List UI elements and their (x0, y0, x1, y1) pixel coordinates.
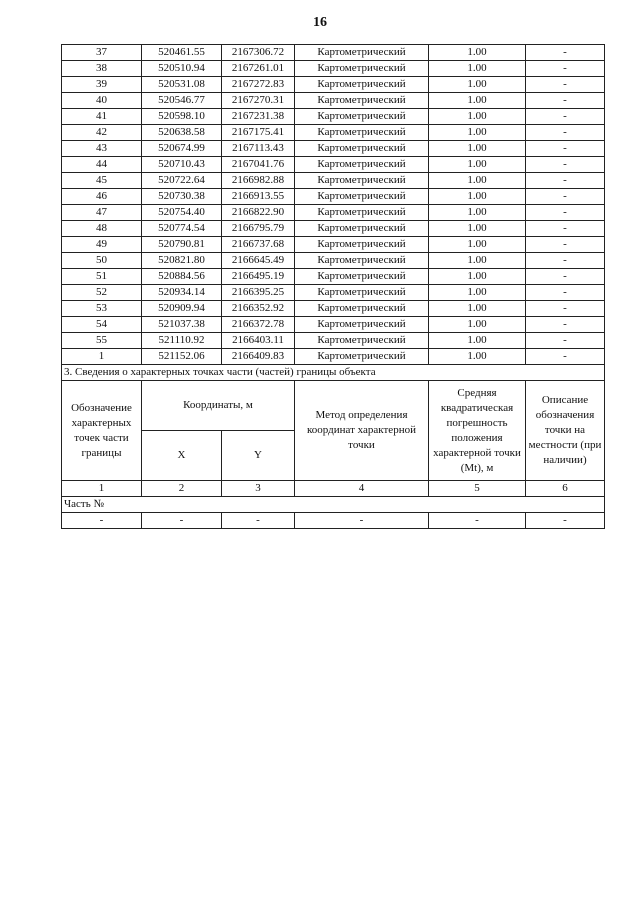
coord-x-cell: 520674.99 (142, 141, 222, 157)
mean-error-cell: 1.00 (429, 173, 526, 189)
coord-x-cell: 520546.77 (142, 93, 222, 109)
point-number-cell: 1 (62, 349, 142, 365)
mean-error-cell: 1.00 (429, 269, 526, 285)
table-row (62, 141, 605, 157)
coord-y-cell: 2166372.78 (222, 317, 295, 333)
column-number: 3 (222, 481, 295, 497)
description-cell: - (526, 253, 605, 269)
description-cell: - (526, 61, 605, 77)
mean-error-cell: 1.00 (429, 349, 526, 365)
mean-error-cell: 1.00 (429, 237, 526, 253)
table-row (62, 333, 605, 349)
method-cell: Картометрический (295, 221, 429, 237)
method-cell: Картометрический (295, 157, 429, 173)
point-number-cell: 42 (62, 125, 142, 141)
coord-x-cell: 520774.54 (142, 221, 222, 237)
method-cell: Картометрический (295, 349, 429, 365)
coord-y-cell: 2166409.83 (222, 349, 295, 365)
coord-x-cell: 520790.81 (142, 237, 222, 253)
mean-error-cell: 1.00 (429, 157, 526, 173)
header-point-designation: Обозначение характерных точек части границы (62, 381, 142, 481)
method-cell: Картометрический (295, 125, 429, 141)
table-row (62, 253, 605, 269)
coord-x-cell: 520638.58 (142, 125, 222, 141)
coordinate-rows (62, 45, 605, 365)
part-label: Часть № (62, 497, 605, 513)
mean-error-cell: 1.00 (429, 109, 526, 125)
coord-y-cell: 2167041.76 (222, 157, 295, 173)
description-cell: - (526, 45, 605, 61)
section-title-row (62, 365, 605, 381)
point-number-cell: 47 (62, 205, 142, 221)
coordinates-table (61, 44, 605, 529)
table-row (62, 109, 605, 125)
method-cell: Картометрический (295, 173, 429, 189)
mean-error-cell: 1.00 (429, 333, 526, 349)
table-row (62, 237, 605, 253)
coord-y-cell: 2167272.83 (222, 77, 295, 93)
description-cell: - (526, 237, 605, 253)
table-row (62, 301, 605, 317)
method-cell: Картометрический (295, 77, 429, 93)
point-number-cell: 46 (62, 189, 142, 205)
mean-error-cell: 1.00 (429, 93, 526, 109)
coord-y-cell: 2166495.19 (222, 269, 295, 285)
table-row (62, 285, 605, 301)
mean-error-cell: 1.00 (429, 77, 526, 93)
description-cell: - (526, 173, 605, 189)
coord-y-cell: 2166645.49 (222, 253, 295, 269)
table-row (62, 189, 605, 205)
point-number-cell: 50 (62, 253, 142, 269)
empty-cell: - (295, 513, 429, 529)
description-cell: - (526, 301, 605, 317)
method-cell: Картометрический (295, 237, 429, 253)
point-number-cell: 40 (62, 93, 142, 109)
header-coordinates: Координаты, м (142, 381, 295, 431)
point-number-cell: 51 (62, 269, 142, 285)
point-number-cell: 49 (62, 237, 142, 253)
description-cell: - (526, 205, 605, 221)
empty-cell: - (526, 513, 605, 529)
coord-x-cell: 521037.38 (142, 317, 222, 333)
coord-y-cell: 2166395.25 (222, 285, 295, 301)
coord-x-cell: 520531.08 (142, 77, 222, 93)
point-number-cell: 44 (62, 157, 142, 173)
description-cell: - (526, 77, 605, 93)
section-title: 3. Сведения о характерных точках части (частей) границы объекта (62, 365, 605, 381)
table-row (62, 125, 605, 141)
method-cell: Картометрический (295, 285, 429, 301)
coord-y-cell: 2166737.68 (222, 237, 295, 253)
coord-x-cell: 520730.38 (142, 189, 222, 205)
method-cell: Картометрический (295, 45, 429, 61)
point-number-cell: 38 (62, 61, 142, 77)
method-cell: Картометрический (295, 333, 429, 349)
method-cell: Картометрический (295, 269, 429, 285)
table-row (62, 45, 605, 61)
point-number-cell: 53 (62, 301, 142, 317)
coord-y-cell: 2167113.43 (222, 141, 295, 157)
description-cell: - (526, 93, 605, 109)
column-number: 6 (526, 481, 605, 497)
empty-cell: - (222, 513, 295, 529)
mean-error-cell: 1.00 (429, 317, 526, 333)
mean-error-cell: 1.00 (429, 45, 526, 61)
method-cell: Картометрический (295, 93, 429, 109)
method-cell: Картометрический (295, 61, 429, 77)
method-cell: Картометрический (295, 141, 429, 157)
empty-cell: - (429, 513, 526, 529)
coord-y-cell: 2166822.90 (222, 205, 295, 221)
coord-y-cell: 2166795.79 (222, 221, 295, 237)
mean-error-cell: 1.00 (429, 141, 526, 157)
description-cell: - (526, 269, 605, 285)
header-mean-error: Средняя квадратическая погрешность положения характерной точки (Mt), м (429, 381, 526, 481)
method-cell: Картометрический (295, 109, 429, 125)
table-row (62, 157, 605, 173)
description-cell: - (526, 109, 605, 125)
coord-x-cell: 521110.92 (142, 333, 222, 349)
mean-error-cell: 1.00 (429, 61, 526, 77)
coord-x-cell: 520754.40 (142, 205, 222, 221)
point-number-cell: 41 (62, 109, 142, 125)
method-cell: Картометрический (295, 301, 429, 317)
description-cell: - (526, 221, 605, 237)
part-label-row (62, 497, 605, 513)
mean-error-cell: 1.00 (429, 125, 526, 141)
description-cell: - (526, 285, 605, 301)
mean-error-cell: 1.00 (429, 301, 526, 317)
empty-cell: - (62, 513, 142, 529)
mean-error-cell: 1.00 (429, 205, 526, 221)
description-cell: - (526, 141, 605, 157)
point-number-cell: 55 (62, 333, 142, 349)
description-cell: - (526, 157, 605, 173)
point-number-cell: 37 (62, 45, 142, 61)
coord-x-cell: 520821.80 (142, 253, 222, 269)
description-cell: - (526, 189, 605, 205)
coord-y-cell: 2167175.41 (222, 125, 295, 141)
point-number-cell: 43 (62, 141, 142, 157)
column-number: 1 (62, 481, 142, 497)
coord-y-cell: 2166982.88 (222, 173, 295, 189)
coord-y-cell: 2167270.31 (222, 93, 295, 109)
coord-x-cell: 520461.55 (142, 45, 222, 61)
coord-y-cell: 2166352.92 (222, 301, 295, 317)
table-row (62, 221, 605, 237)
coord-x-cell: 520934.14 (142, 285, 222, 301)
column-number: 2 (142, 481, 222, 497)
point-number-cell: 52 (62, 285, 142, 301)
coord-y-cell: 2166403.11 (222, 333, 295, 349)
table-row (62, 173, 605, 189)
point-number-cell: 48 (62, 221, 142, 237)
coord-x-cell: 520884.56 (142, 269, 222, 285)
page-number: 16 (313, 15, 327, 30)
point-number-cell: 45 (62, 173, 142, 189)
coord-y-cell: 2166913.55 (222, 189, 295, 205)
column-number: 4 (295, 481, 429, 497)
coord-x-cell: 521152.06 (142, 349, 222, 365)
description-cell: - (526, 333, 605, 349)
mean-error-cell: 1.00 (429, 189, 526, 205)
table-row (62, 77, 605, 93)
coord-x-cell: 520710.43 (142, 157, 222, 173)
header-row-1 (62, 381, 605, 431)
table-row (62, 349, 605, 365)
coord-y-cell: 2167231.38 (222, 109, 295, 125)
description-cell: - (526, 349, 605, 365)
header-x: X (142, 431, 222, 481)
point-number-cell: 39 (62, 77, 142, 93)
table-row (62, 205, 605, 221)
mean-error-cell: 1.00 (429, 253, 526, 269)
method-cell: Картометрический (295, 205, 429, 221)
method-cell: Картометрический (295, 189, 429, 205)
coord-y-cell: 2167306.72 (222, 45, 295, 61)
method-cell: Картометрический (295, 253, 429, 269)
empty-row (62, 513, 605, 529)
coord-x-cell: 520909.94 (142, 301, 222, 317)
header-y: Y (222, 431, 295, 481)
coord-x-cell: 520510.94 (142, 61, 222, 77)
coord-x-cell: 520722.64 (142, 173, 222, 189)
section-3 (62, 365, 605, 529)
coord-x-cell: 520598.10 (142, 109, 222, 125)
point-number-cell: 54 (62, 317, 142, 333)
table-row (62, 93, 605, 109)
table-row (62, 269, 605, 285)
column-number-row (62, 481, 605, 497)
mean-error-cell: 1.00 (429, 221, 526, 237)
method-cell: Картометрический (295, 317, 429, 333)
header-method: Метод определения координат характерной точки (295, 381, 429, 481)
column-number: 5 (429, 481, 526, 497)
coord-y-cell: 2167261.01 (222, 61, 295, 77)
mean-error-cell: 1.00 (429, 285, 526, 301)
header-description: Описание обозначения точки на местности (при наличии) (526, 381, 605, 481)
description-cell: - (526, 317, 605, 333)
table-row (62, 317, 605, 333)
empty-cell: - (142, 513, 222, 529)
description-cell: - (526, 125, 605, 141)
table-row (62, 61, 605, 77)
